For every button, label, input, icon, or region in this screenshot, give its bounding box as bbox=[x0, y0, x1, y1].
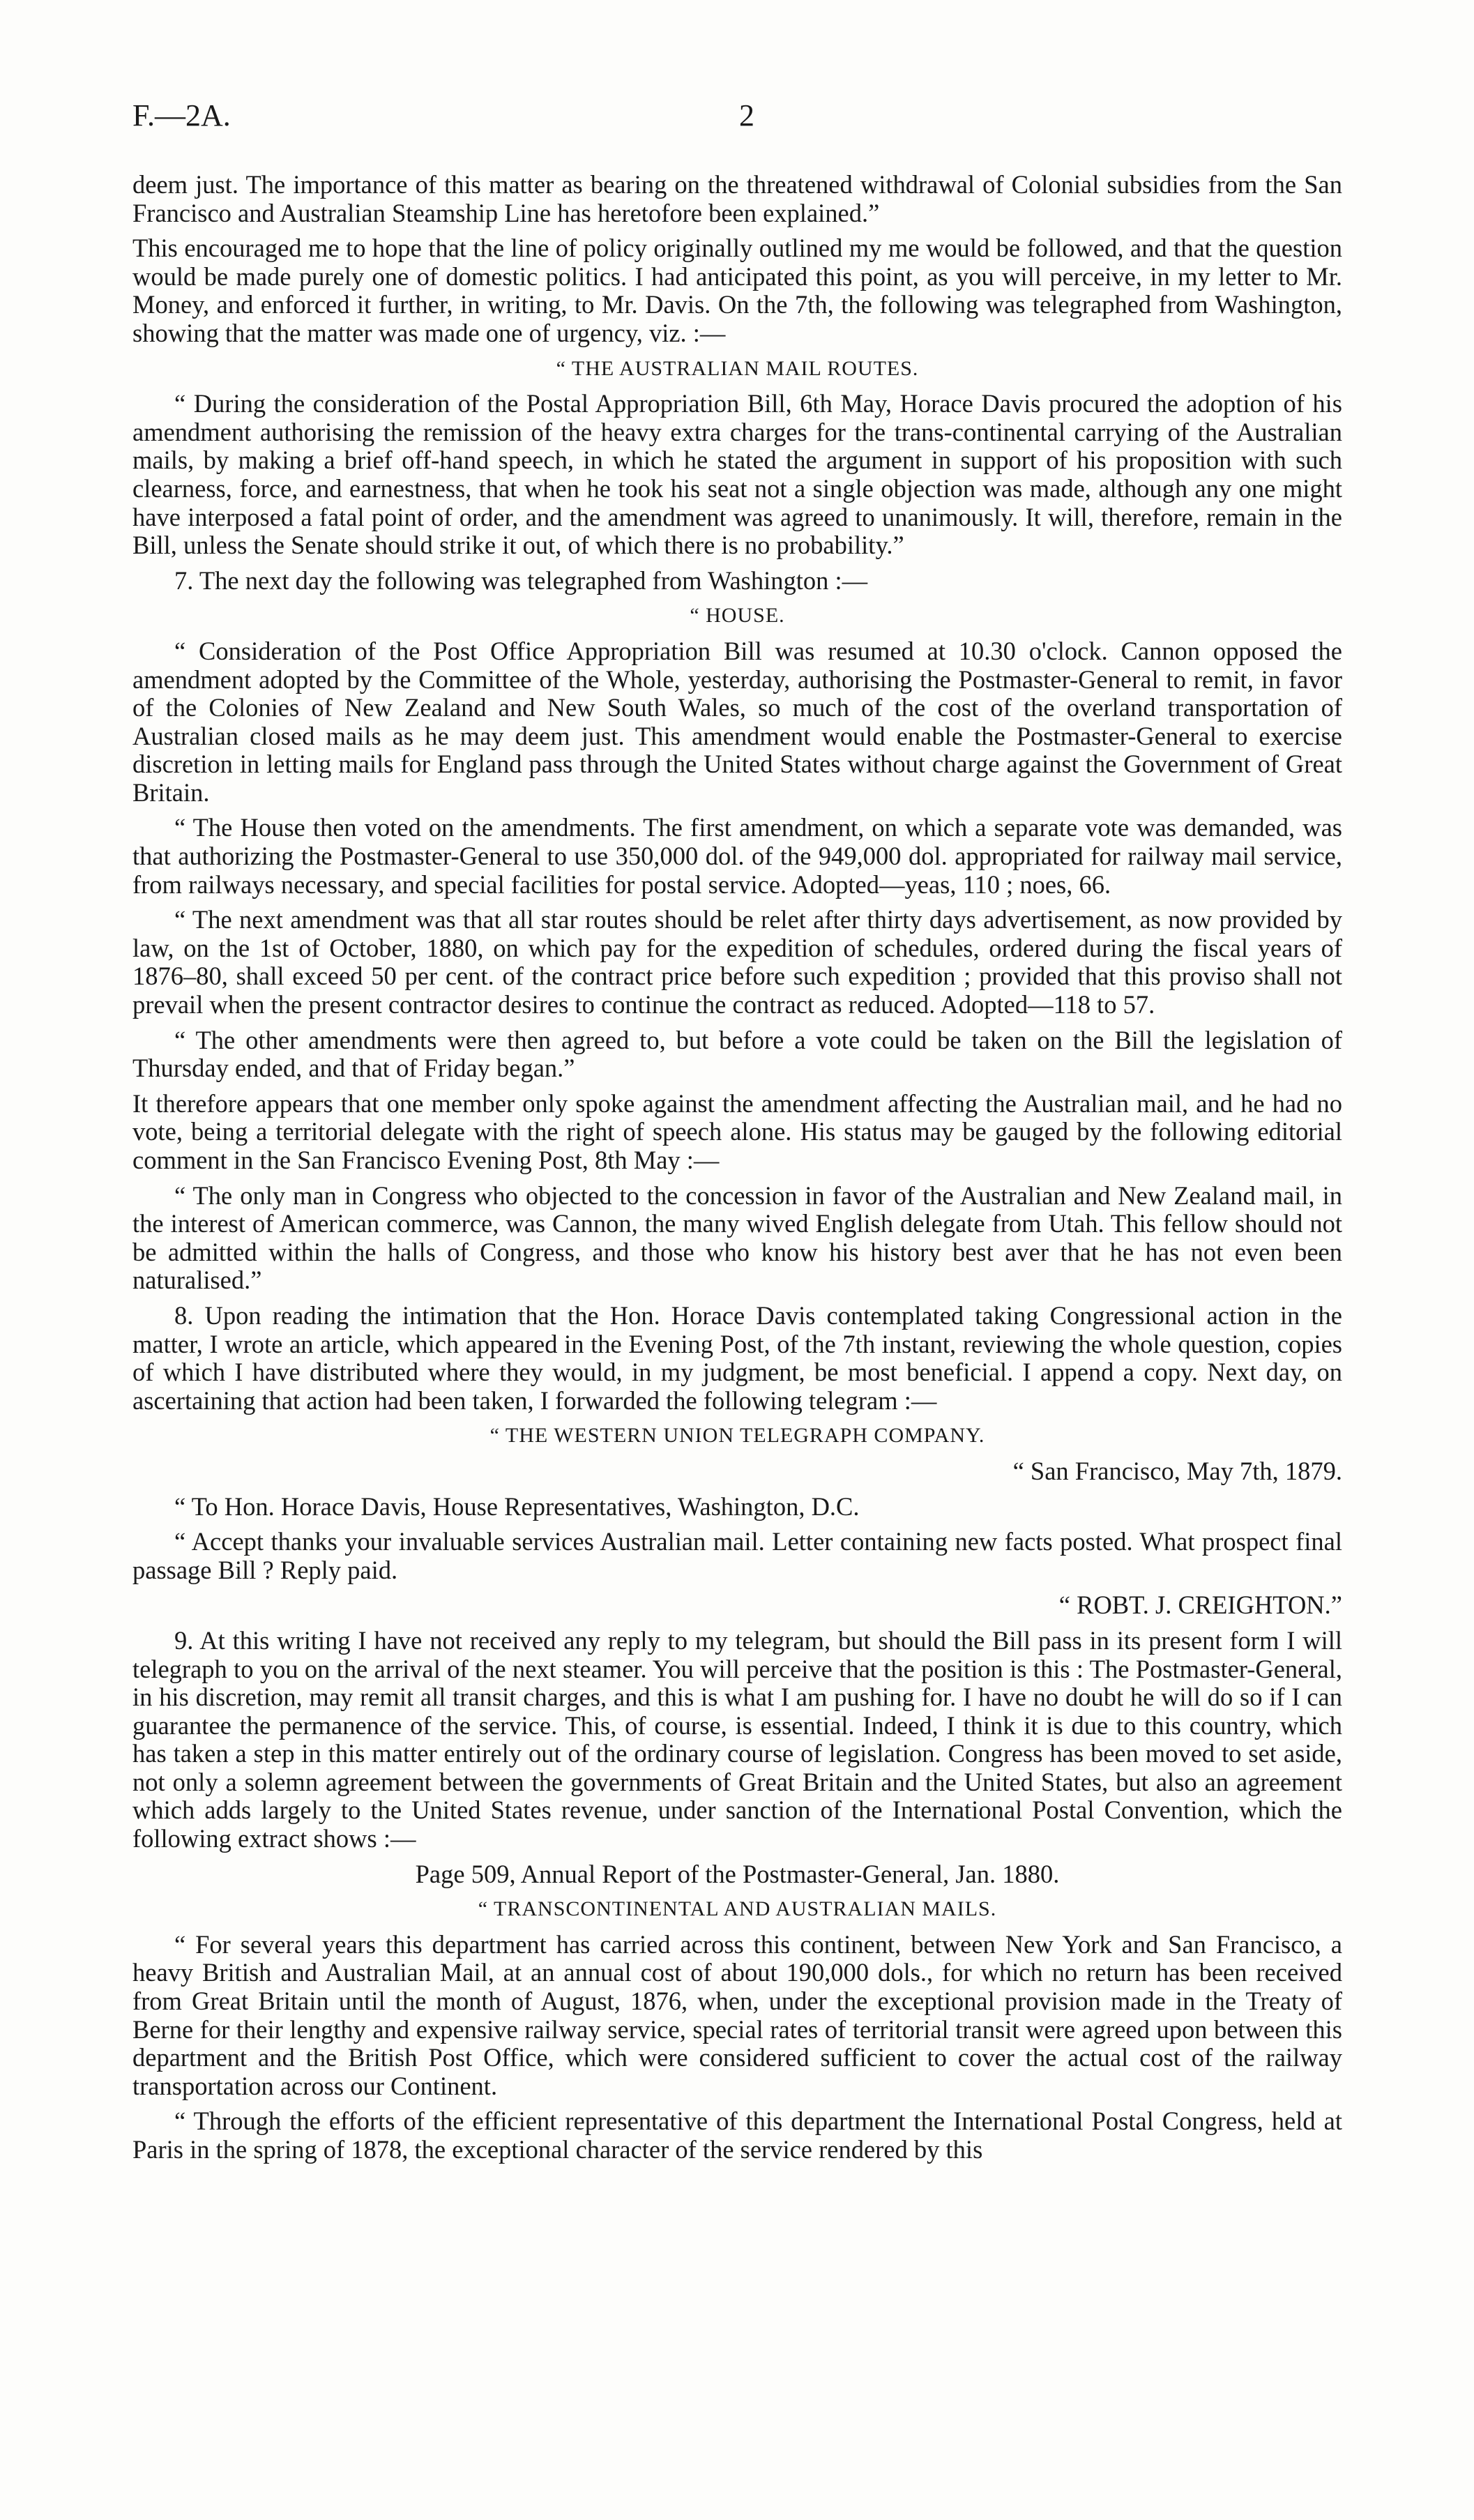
quoted-paragraph: “ The next amendment was that all star routes should be relet after thirty days advertisement, as now provided by law, on the 1st of October, 1880, on which pay for the expedition of schedules, ordered during the fiscal years of 1876–80, shall exceed 50 per cent. of the contract price before such expedition ; provided that this proviso shall not prevail when the present contractor desires to continue the contract as reduced. Adopted—118 to 57. bbox=[132, 905, 1342, 1019]
paragraph: It therefore appears that one member only spoke against the amendment affecting the Australian mail, and he had no vote, being a territorial delegate with the right of speech alone. His status may be gauged by the following editorial comment in the San Francisco Evening Post, 8th May :— bbox=[132, 1088, 1342, 1174]
section-heading: “ THE AUSTRALIAN MAIL ROUTES. bbox=[556, 356, 919, 380]
numbered-paragraph: 8. Upon reading the intimation that the Hon. Horace Davis contemplated taking Congressional action in the matter, I wrote an article, which appeared in the Evening Post, of the 7th instant, reviewing the whole question, copies of which I have distributed where they would, in my judgment, be most beneficial. I append a copy. Next day, on ascertaining that action had been taken, I forwarded the following telegram :— bbox=[132, 1300, 1342, 1415]
telegram-signature: “ ROBT. J. CREIGHTON.” bbox=[1058, 1591, 1342, 1620]
telegram-dateline: “ San Francisco, May 7th, 1879. bbox=[1012, 1456, 1342, 1485]
quoted-paragraph: “ For several years this department has carried across this continent, between New York and San Francisco, a heavy British and Australian Mail, at an annual cost of about 190,000 dols., for which no return has been received from Great Britain until the month of August, 1876, when, under the exceptional provision made in the Treaty of Berne for their lengthy and expensive railway service, special rates of territorial transit were agreed upon between this department and the British Post Office, which were considered sufficient to cover the actual cost of the railway transportation across our Continent. bbox=[132, 1929, 1342, 2100]
document-body bbox=[132, 171, 1342, 2171]
page-header bbox=[132, 98, 1342, 139]
extract-source: Page 509, Annual Report of the Postmaster-General, Jan. 1880. bbox=[415, 1859, 1060, 1888]
quoted-paragraph: “ The House then voted on the amendments. The first amendment, on which a separate vote was demanded, was that authorizing the Postmaster-General to use 350,000 dol. of the 949,000 dol. appropriated for railway mail service, from railways necessary, and special facilities for postal service. Adopted—yeas, 110 ; noes, 66. bbox=[132, 813, 1342, 899]
numbered-paragraph: 9. At this writing I have not received any reply to my telegram, but should the Bill pass in its present form I will telegraph to you on the arrival of the next steamer. You will perceive that the position is this : The Postmaster-General, in his discretion, may remit all transit charges, and this is what I am pushing for. I have no doubt he will do so if I can guarantee the permanence of the service. This, of course, is essential. Indeed, I think it is due to this country, which has taken a step in this matter entirely out of the ordinary course of legislation. Congress has been moved to set aside, not only a solemn agreement between the governments of Great Britain and the United States, but also an agreement which adds largely to the United States revenue, under sanction of the International Postal Convention, which the following extract shows :— bbox=[132, 1625, 1342, 1853]
quoted-paragraph: “ The only man in Congress who objected to the concession in favor of the Australian and New Zealand mail, in the interest of American commerce, was Cannon, the many wived English delegate from Utah. This fellow should not be admitted within the halls of Congress, and those who know his history best aver that he has not even been naturalised.” bbox=[132, 1181, 1342, 1295]
numbered-paragraph: 7. The next day the following was telegraphed from Washington :— bbox=[174, 566, 868, 595]
telegram-address: “ To Hon. Horace Davis, House Representatives, Washington, D.C. bbox=[174, 1491, 860, 1521]
quoted-paragraph: “ The other amendments were then agreed to, but before a vote could be taken on the Bill the legislation of Thursday ended, and that of Friday began.” bbox=[132, 1025, 1342, 1083]
quoted-paragraph: “ Through the efforts of the efficient representative of this department the International Postal Congress, held at Paris in the spring of 1878, the exceptional character of the service rendered by this bbox=[132, 2107, 1342, 2164]
section-heading: “ HOUSE. bbox=[690, 604, 785, 628]
paragraph: This encouraged me to hope that the line of policy originally outlined my me would be followed, and that the question would be made purely one of domestic politics. I had anticipated this point, as you will perceive, in my letter to Mr. Money, and enforced it further, in writing, to Mr. Davis. On the 7th, the following was telegraphed from Washington, showing that the matter was made one of urgency, viz. :— bbox=[132, 234, 1342, 347]
section-heading: “ TRANSCONTINENTAL AND AUSTRALIAN MAILS. bbox=[478, 1897, 997, 1921]
quoted-paragraph: “ Consideration of the Post Office Appropriation Bill was resumed at 10.30 o'clock. Cannon opposed the amendment adopted by the Committee of the Whole, yesterday, authorising the Postmaster-General to remit, in favor of the Colonies of New Zealand and New South Wales, so much of the cost of the overland transportation of Australian closed mails as he may deem just. This amendment would enable the Postmaster-General to exercise discretion in letting mails for England pass through the United States without charge against the Government of Great Britain. bbox=[132, 636, 1342, 807]
page-number: 2 bbox=[739, 98, 754, 132]
document-reference: F.—2A. bbox=[132, 98, 231, 132]
telegram-body: “ Accept thanks your invaluable services Australian mail. Letter containing new facts posted. What prospect final passage Bill ? Reply paid. bbox=[132, 1527, 1342, 1584]
paragraph: deem just. The importance of this matter as bearing on the threatened withdrawal of Colonial subsidies from the San Francisco and Australian Steamship Line has heretofore been explained.” bbox=[132, 170, 1342, 227]
telegram-heading: “ THE WESTERN UNION TELEGRAPH COMPANY. bbox=[489, 1424, 985, 1448]
quoted-paragraph: “ During the consideration of the Postal Appropriation Bill, 6th May, Horace Davis procured the adoption of his amendment authorising the remission of the heavy extra charges for the trans-continental carrying of the Australian mails, by making a brief off-hand speech, in which he stated the argument in support of his proposition with such clearness, force, and earnestness, that when he took his seat not a single objection was made, although any one might have interposed a fatal point of order, and the amendment was agreed to unanimously. It will, therefore, remain in the Bill, unless the Senate should strike it out, of which there is no probability.” bbox=[132, 389, 1342, 560]
